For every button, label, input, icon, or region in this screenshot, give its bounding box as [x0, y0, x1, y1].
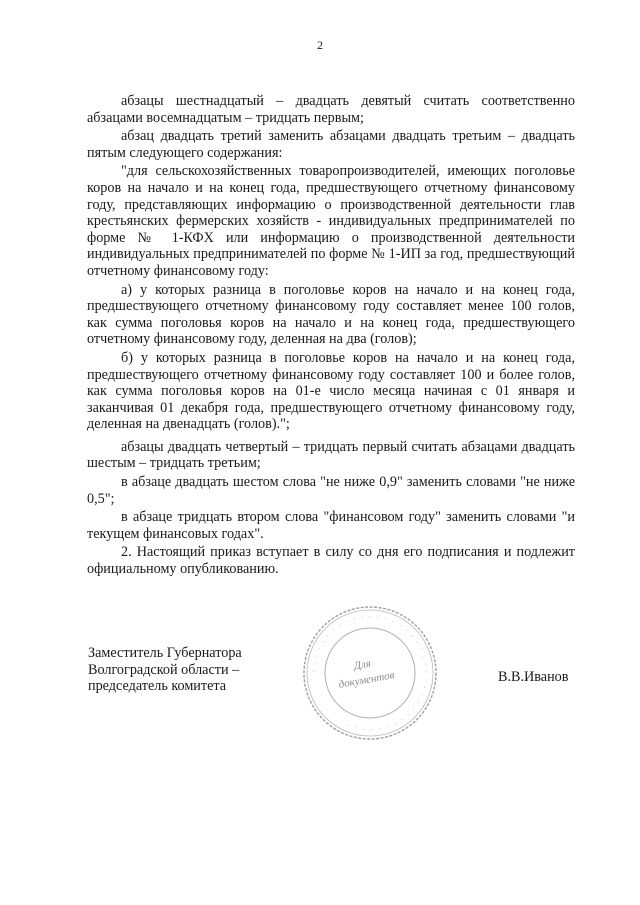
official-seal	[301, 604, 439, 742]
paragraph-2: абзац двадцать третий заменить абзацами двадцать третьим – двадцать пятым следующего содержания:	[87, 128, 575, 161]
paragraph-4: а) у которых разница в поголовье коров на начало и на конец года, предшествующего отчетному финансовому году составляет менее 100 голов, как сумма поголовья коров на начало и на конец года, предшествующего отчетному финансовому году, деленная на два (голов);	[87, 281, 575, 348]
signatory-name: В.В.Иванов	[498, 669, 569, 685]
position-line: Заместитель Губернатора	[88, 645, 242, 661]
paragraph-6: абзацы двадцать четвертый – тридцать первый считать абзацами двадцать шестым – тридцать третьим;	[87, 438, 575, 472]
position-line: председатель комитета	[88, 678, 227, 695]
paragraph-5: б) у которых разница в поголовье коров на начало и на конец года, предшествующего отчетному финансовому году составляет 100 и более голов, как сумма поголовья коров на 01-е число месяца начиная с 01 января и заканчивая 01 декабря года, предшествующего отчетному финансовому году, деленная на двенадцать (голов).";	[87, 349, 575, 433]
paragraph-9: 2. Настоящий приказ вступает в силу со дня его подписания и подлежит официальному опубликованию.	[87, 544, 575, 578]
paragraph-1: абзацы шестнадцатый – двадцать девятый считать соответственно абзацами восемнадцатым – тридцать первым;	[87, 93, 575, 126]
page-number: 2	[317, 38, 323, 52]
signatory-position	[88, 645, 288, 695]
document-body	[87, 93, 575, 578]
seal-text-line2: документов	[337, 669, 396, 691]
paragraph-3: "для сельскохозяйственных товаропроизводителей, имеющих поголовье коров на начало и на конец года, предшествующего отчетному финансовому году, представляющих информацию о производственной деятельности глав крестьянских фермерских хозяйств - индивидуальных предпринимателей по форме № 1-КФХ или информацию о производственной деятельности индивидуальных предпринимателей по форме № 1-ИП за год, предшествующий отчетному финансовому году:	[87, 163, 575, 279]
paragraph-8: в абзаце тридцать втором слова "финансовом году" заменить словами "и текущем финансовых годах".	[87, 509, 575, 542]
svg-text:· · · · · · · · · · · · · · ·: · · · · · · · · · · · · · · · · · · · · · · · · · · · · · · · · · · · · ·	[308, 611, 432, 735]
position-line: Волгоградской области –	[88, 661, 240, 678]
seal-text-line1: Для	[353, 657, 372, 673]
paragraph-7: в абзаце двадцать шестом слова "не ниже 0,9" заменить словами "не ниже 0,5";	[87, 474, 575, 507]
